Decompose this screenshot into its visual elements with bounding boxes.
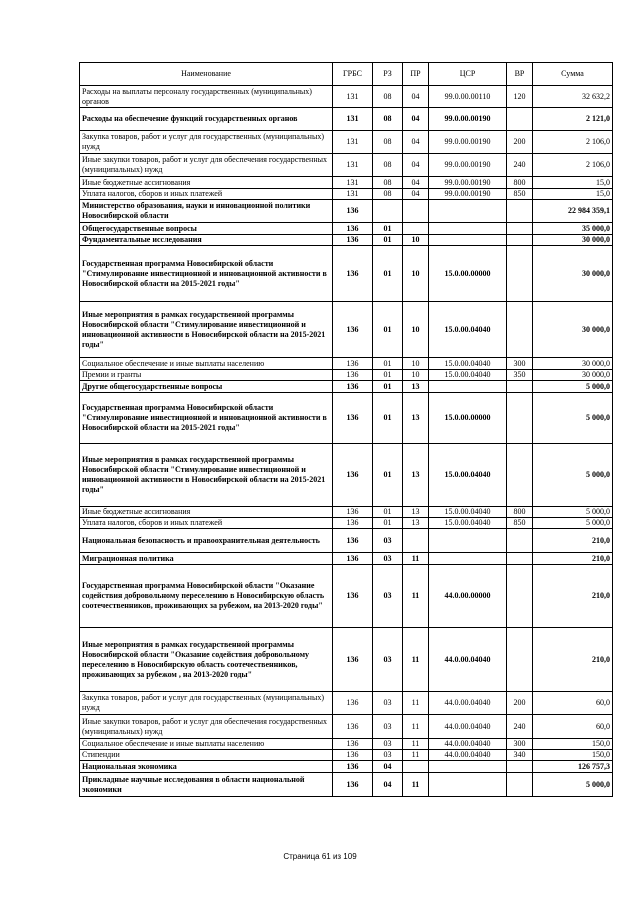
cell-csr: 15.0.00.04040 xyxy=(429,370,507,381)
cell-rz: 01 xyxy=(373,393,403,444)
cell-rz: 08 xyxy=(373,177,403,189)
cell-name: Общегосударственные вопросы xyxy=(80,223,333,235)
cell-rz: 04 xyxy=(373,773,403,797)
cell-csr xyxy=(429,381,507,393)
table-header-row xyxy=(80,63,613,86)
cell-sum: 30 000,0 xyxy=(533,302,613,358)
cell-sum: 5 000,0 xyxy=(533,518,613,529)
cell-rz: 03 xyxy=(373,565,403,628)
cell-csr: 99.0.00.00190 xyxy=(429,189,507,200)
cell-sum: 2 106,0 xyxy=(533,131,613,154)
cell-pr: 13 xyxy=(403,507,429,518)
header-rz: РЗ xyxy=(373,63,403,86)
cell-csr: 44.0.00.04040 xyxy=(429,692,507,715)
cell-grbs: 136 xyxy=(333,518,373,529)
cell-grbs: 131 xyxy=(333,154,373,177)
cell-sum: 210,0 xyxy=(533,553,613,565)
cell-vr: 240 xyxy=(507,154,533,177)
table-row xyxy=(80,246,613,302)
cell-pr: 04 xyxy=(403,189,429,200)
cell-vr xyxy=(507,200,533,223)
cell-vr xyxy=(507,381,533,393)
cell-rz: 03 xyxy=(373,715,403,739)
cell-vr xyxy=(507,302,533,358)
cell-pr: 04 xyxy=(403,177,429,189)
cell-name: Расходы на обеспечение функций государственных органов xyxy=(80,108,333,131)
cell-vr: 850 xyxy=(507,189,533,200)
cell-sum: 30 000,0 xyxy=(533,235,613,246)
cell-name: Иные мероприятия в рамках государственной программы Новосибирской области "Оказание содействия добровольному переселению в Новосибирскую область соотечественников, проживающих за рубежом , на 2013-2020 годы" xyxy=(80,628,333,692)
table-row xyxy=(80,773,613,797)
cell-grbs: 136 xyxy=(333,507,373,518)
table-row xyxy=(80,358,613,370)
table-row xyxy=(80,393,613,444)
cell-grbs: 136 xyxy=(333,393,373,444)
cell-vr: 200 xyxy=(507,692,533,715)
cell-name: Другие общегосударственные вопросы xyxy=(80,381,333,393)
cell-pr: 10 xyxy=(403,302,429,358)
cell-grbs: 136 xyxy=(333,761,373,773)
cell-grbs: 136 xyxy=(333,381,373,393)
cell-pr: 10 xyxy=(403,370,429,381)
cell-sum: 150,0 xyxy=(533,750,613,761)
cell-rz: 03 xyxy=(373,553,403,565)
table-row xyxy=(80,628,613,692)
cell-pr: 04 xyxy=(403,86,429,108)
cell-vr: 200 xyxy=(507,131,533,154)
cell-vr xyxy=(507,628,533,692)
cell-csr: 99.0.00.00190 xyxy=(429,177,507,189)
cell-vr: 300 xyxy=(507,739,533,750)
cell-csr: 99.0.00.00190 xyxy=(429,108,507,131)
cell-grbs: 136 xyxy=(333,553,373,565)
cell-name: Иные бюджетные ассигнования xyxy=(80,507,333,518)
cell-grbs: 131 xyxy=(333,177,373,189)
cell-sum: 60,0 xyxy=(533,692,613,715)
cell-name: Уплата налогов, сборов и иных платежей xyxy=(80,189,333,200)
cell-csr: 44.0.00.04040 xyxy=(429,750,507,761)
cell-grbs: 136 xyxy=(333,739,373,750)
cell-csr: 44.0.00.04040 xyxy=(429,715,507,739)
table-row xyxy=(80,302,613,358)
cell-rz: 01 xyxy=(373,246,403,302)
table-row xyxy=(80,177,613,189)
cell-pr xyxy=(403,529,429,553)
cell-pr: 11 xyxy=(403,628,429,692)
cell-pr: 11 xyxy=(403,715,429,739)
cell-sum: 30 000,0 xyxy=(533,370,613,381)
cell-vr: 240 xyxy=(507,715,533,739)
cell-rz: 08 xyxy=(373,86,403,108)
page-footer: Страница 61 из 109 xyxy=(283,852,357,861)
cell-name: Закупка товаров, работ и услуг для государственных (муниципальных) нужд xyxy=(80,692,333,715)
cell-vr: 800 xyxy=(507,177,533,189)
cell-vr: 800 xyxy=(507,507,533,518)
cell-grbs: 136 xyxy=(333,628,373,692)
cell-rz: 08 xyxy=(373,131,403,154)
table-row xyxy=(80,131,613,154)
cell-name: Иные бюджетные ассигнования xyxy=(80,177,333,189)
table-row xyxy=(80,108,613,131)
cell-csr: 15.0.00.00000 xyxy=(429,393,507,444)
cell-name: Иные мероприятия в рамках государственной программы Новосибирской области "Стимулирование инвестиционной и инновационной активности в Новосибирской области на 2015-2021 годы" xyxy=(80,444,333,507)
table-body xyxy=(80,86,613,797)
cell-rz: 01 xyxy=(373,444,403,507)
cell-name: Национальная экономика xyxy=(80,761,333,773)
cell-csr xyxy=(429,773,507,797)
cell-pr xyxy=(403,200,429,223)
cell-grbs: 136 xyxy=(333,370,373,381)
cell-name: Национальная безопасность и правоохранительная деятельность xyxy=(80,529,333,553)
cell-sum: 30 000,0 xyxy=(533,358,613,370)
cell-pr: 11 xyxy=(403,773,429,797)
cell-name: Премии и гранты xyxy=(80,370,333,381)
cell-pr: 11 xyxy=(403,692,429,715)
cell-grbs: 136 xyxy=(333,223,373,235)
cell-csr xyxy=(429,553,507,565)
cell-vr xyxy=(507,773,533,797)
cell-csr: 44.0.00.04040 xyxy=(429,628,507,692)
cell-sum: 126 757,3 xyxy=(533,761,613,773)
header-grbs: ГРБС xyxy=(333,63,373,86)
cell-grbs: 136 xyxy=(333,715,373,739)
cell-grbs: 136 xyxy=(333,246,373,302)
cell-vr: 850 xyxy=(507,518,533,529)
cell-sum: 210,0 xyxy=(533,628,613,692)
cell-name: Государственная программа Новосибирской области "Стимулирование инвестиционной и инновационной активности в Новосибирской области на 2015-2021 годы" xyxy=(80,246,333,302)
table-row xyxy=(80,761,613,773)
cell-vr xyxy=(507,393,533,444)
cell-grbs: 136 xyxy=(333,750,373,761)
cell-grbs: 136 xyxy=(333,235,373,246)
header-vr: ВР xyxy=(507,63,533,86)
cell-rz: 01 xyxy=(373,302,403,358)
table-row xyxy=(80,189,613,200)
cell-vr xyxy=(507,108,533,131)
cell-csr: 15.0.00.04040 xyxy=(429,302,507,358)
table-row xyxy=(80,518,613,529)
cell-grbs: 136 xyxy=(333,358,373,370)
cell-sum: 210,0 xyxy=(533,529,613,553)
cell-csr: 15.0.00.04040 xyxy=(429,444,507,507)
cell-sum: 5 000,0 xyxy=(533,393,613,444)
cell-rz: 03 xyxy=(373,628,403,692)
cell-sum: 32 632,2 xyxy=(533,86,613,108)
cell-name: Социальное обеспечение и иные выплаты населению xyxy=(80,739,333,750)
table-row xyxy=(80,750,613,761)
cell-sum: 35 000,0 xyxy=(533,223,613,235)
cell-grbs: 136 xyxy=(333,565,373,628)
cell-grbs: 136 xyxy=(333,302,373,358)
cell-sum: 60,0 xyxy=(533,715,613,739)
cell-csr xyxy=(429,235,507,246)
table-row xyxy=(80,370,613,381)
cell-grbs: 136 xyxy=(333,773,373,797)
cell-name: Социальное обеспечение и иные выплаты населению xyxy=(80,358,333,370)
cell-pr: 04 xyxy=(403,131,429,154)
cell-sum: 15,0 xyxy=(533,177,613,189)
cell-pr: 10 xyxy=(403,246,429,302)
cell-rz: 01 xyxy=(373,518,403,529)
cell-name: Миграционная политика xyxy=(80,553,333,565)
cell-pr: 13 xyxy=(403,444,429,507)
table-row xyxy=(80,529,613,553)
cell-name: Государственная программа Новосибирской области "Стимулирование инвестиционной и инновационной активности в Новосибирской области на 2015-2021 годы" xyxy=(80,393,333,444)
cell-rz: 01 xyxy=(373,358,403,370)
cell-pr xyxy=(403,761,429,773)
cell-pr: 13 xyxy=(403,393,429,444)
cell-sum: 150,0 xyxy=(533,739,613,750)
cell-vr xyxy=(507,223,533,235)
cell-vr xyxy=(507,553,533,565)
cell-csr: 15.0.00.00000 xyxy=(429,246,507,302)
cell-csr: 15.0.00.04040 xyxy=(429,358,507,370)
header-name: Наименование xyxy=(80,63,333,86)
table-row xyxy=(80,444,613,507)
cell-rz: 01 xyxy=(373,235,403,246)
table-row xyxy=(80,692,613,715)
cell-rz: 08 xyxy=(373,189,403,200)
cell-csr: 44.0.00.04040 xyxy=(429,739,507,750)
cell-vr xyxy=(507,444,533,507)
cell-grbs: 131 xyxy=(333,131,373,154)
cell-name: Фундаментальные исследования xyxy=(80,235,333,246)
cell-pr xyxy=(403,223,429,235)
cell-vr xyxy=(507,761,533,773)
cell-rz: 03 xyxy=(373,692,403,715)
cell-vr xyxy=(507,235,533,246)
cell-csr: 99.0.00.00190 xyxy=(429,154,507,177)
table-row xyxy=(80,200,613,223)
cell-csr: 15.0.00.04040 xyxy=(429,518,507,529)
cell-vr: 120 xyxy=(507,86,533,108)
cell-rz: 08 xyxy=(373,108,403,131)
cell-grbs: 131 xyxy=(333,86,373,108)
cell-sum: 5 000,0 xyxy=(533,381,613,393)
cell-rz: 03 xyxy=(373,739,403,750)
table-row xyxy=(80,553,613,565)
cell-sum: 22 984 359,1 xyxy=(533,200,613,223)
cell-vr xyxy=(507,529,533,553)
cell-name: Иные мероприятия в рамках государственной программы Новосибирской области "Стимулирование инвестиционной и инновационной активности в Новосибирской области на 2015-2021 годы" xyxy=(80,302,333,358)
cell-rz: 08 xyxy=(373,154,403,177)
cell-sum: 2 121,0 xyxy=(533,108,613,131)
cell-grbs: 131 xyxy=(333,189,373,200)
table-row xyxy=(80,154,613,177)
budget-table xyxy=(79,62,613,797)
cell-name: Государственная программа Новосибирской области "Оказание содействия добровольному переселению в Новосибирскую область соотечественников, проживающих за рубежом, на 2013-2020 годы" xyxy=(80,565,333,628)
cell-csr xyxy=(429,529,507,553)
cell-rz: 03 xyxy=(373,529,403,553)
table-row xyxy=(80,86,613,108)
table-row xyxy=(80,381,613,393)
cell-pr: 13 xyxy=(403,381,429,393)
cell-csr xyxy=(429,761,507,773)
header-pr: ПР xyxy=(403,63,429,86)
cell-pr: 11 xyxy=(403,750,429,761)
cell-name: Прикладные научные исследования в области национальной экономики xyxy=(80,773,333,797)
cell-vr xyxy=(507,246,533,302)
cell-rz xyxy=(373,200,403,223)
cell-vr: 350 xyxy=(507,370,533,381)
cell-grbs: 131 xyxy=(333,108,373,131)
cell-rz: 01 xyxy=(373,507,403,518)
cell-rz: 01 xyxy=(373,381,403,393)
cell-pr: 11 xyxy=(403,565,429,628)
cell-sum: 5 000,0 xyxy=(533,444,613,507)
cell-name: Закупка товаров, работ и услуг для государственных (муниципальных) нужд xyxy=(80,131,333,154)
cell-grbs: 136 xyxy=(333,529,373,553)
table-row xyxy=(80,715,613,739)
cell-sum: 5 000,0 xyxy=(533,507,613,518)
table-row xyxy=(80,235,613,246)
cell-name: Уплата налогов, сборов и иных платежей xyxy=(80,518,333,529)
table-row xyxy=(80,223,613,235)
cell-pr: 11 xyxy=(403,553,429,565)
cell-pr: 13 xyxy=(403,518,429,529)
cell-pr: 10 xyxy=(403,358,429,370)
cell-name: Министерство образования, науки и инновационной политики Новосибирской области xyxy=(80,200,333,223)
table-row xyxy=(80,507,613,518)
cell-name: Расходы на выплаты персоналу государственных (муниципальных) органов xyxy=(80,86,333,108)
cell-csr xyxy=(429,223,507,235)
header-csr: ЦСР xyxy=(429,63,507,86)
cell-name: Иные закупки товаров, работ и услуг для обеспечения государственных (муниципальных) нужд xyxy=(80,715,333,739)
cell-sum: 15,0 xyxy=(533,189,613,200)
cell-rz: 03 xyxy=(373,750,403,761)
cell-grbs: 136 xyxy=(333,444,373,507)
cell-vr: 340 xyxy=(507,750,533,761)
cell-pr: 10 xyxy=(403,235,429,246)
cell-sum: 2 106,0 xyxy=(533,154,613,177)
cell-pr: 04 xyxy=(403,154,429,177)
table-row xyxy=(80,565,613,628)
cell-vr: 300 xyxy=(507,358,533,370)
cell-grbs: 136 xyxy=(333,692,373,715)
cell-name: Иные закупки товаров, работ и услуг для обеспечения государственных (муниципальных) нужд xyxy=(80,154,333,177)
cell-csr: 44.0.00.00000 xyxy=(429,565,507,628)
cell-rz: 01 xyxy=(373,370,403,381)
budget-table-sheet xyxy=(79,62,612,797)
cell-rz: 04 xyxy=(373,761,403,773)
cell-pr: 11 xyxy=(403,739,429,750)
cell-vr xyxy=(507,565,533,628)
cell-grbs: 136 xyxy=(333,200,373,223)
cell-csr: 99.0.00.00190 xyxy=(429,131,507,154)
cell-csr xyxy=(429,200,507,223)
table-row xyxy=(80,739,613,750)
cell-sum: 5 000,0 xyxy=(533,773,613,797)
cell-sum: 210,0 xyxy=(533,565,613,628)
cell-csr: 15.0.00.04040 xyxy=(429,507,507,518)
cell-rz: 01 xyxy=(373,223,403,235)
header-sum: Сумма xyxy=(533,63,613,86)
cell-csr: 99.0.00.00110 xyxy=(429,86,507,108)
cell-sum: 30 000,0 xyxy=(533,246,613,302)
cell-pr: 04 xyxy=(403,108,429,131)
cell-name: Стипендии xyxy=(80,750,333,761)
